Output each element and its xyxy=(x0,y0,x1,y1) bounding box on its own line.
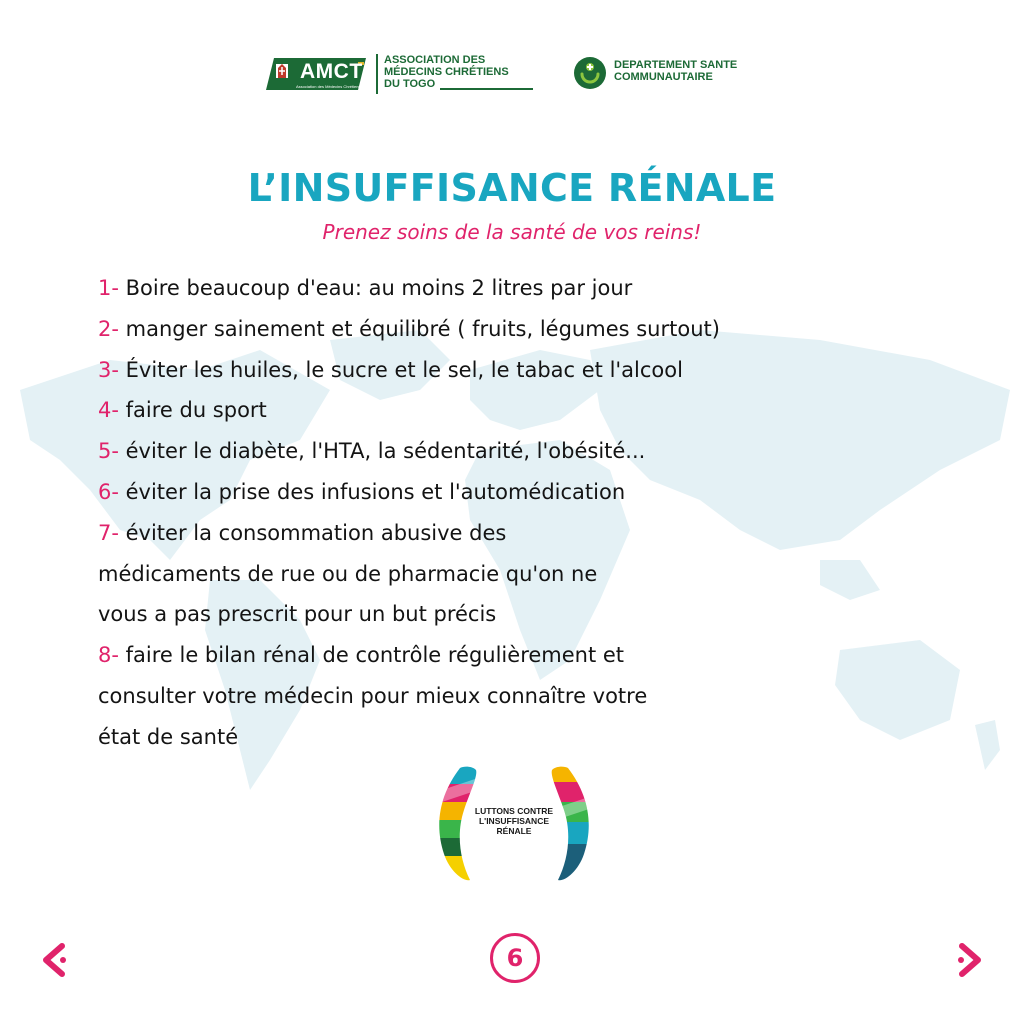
tip-text: faire le bilan rénal de contrôle régulièrement et xyxy=(118,643,625,668)
tip-continuation: état de santé xyxy=(98,724,239,749)
tip-item xyxy=(98,635,998,676)
tip-item xyxy=(98,268,998,309)
tip-item xyxy=(98,309,998,350)
tip-item xyxy=(98,513,998,554)
amct-logo-text: AMCT xyxy=(300,60,363,83)
amct-logo-subtext: Association des Médecins Chrétiens du Togo xyxy=(296,84,376,89)
tip-text: éviter la consommation abusive des xyxy=(118,520,507,545)
tip-number: 3- xyxy=(98,357,119,382)
community-health-icon xyxy=(573,56,607,90)
association-underline xyxy=(440,88,533,90)
tip-item xyxy=(98,390,998,431)
chevron-left-icon[interactable] xyxy=(36,940,76,980)
tip-continuation: médicaments de rue ou de pharmacie qu'on ne xyxy=(98,561,598,586)
department-name: DEPARTEMENT SANTE COMMUNAUTAIRE xyxy=(614,59,738,83)
header xyxy=(0,50,1024,100)
tips-list xyxy=(98,268,998,758)
tip-continuation: consulter votre médecin pour mieux connaître votre xyxy=(98,683,648,708)
tip-item xyxy=(98,472,998,513)
tip-number: 2- xyxy=(98,316,119,341)
tip-text: Boire beaucoup d'eau: au moins 2 litres par jour xyxy=(118,276,633,300)
tip-number: 8- xyxy=(98,643,119,668)
tip-text: Éviter les huiles, le sucre et le sel, le tabac et l'alcool xyxy=(118,357,683,382)
tip-text: éviter la prise des infusions et l'automédication xyxy=(118,479,626,504)
tip-continuation: vous a pas prescrit pour un but précis xyxy=(98,602,497,627)
tip-text: faire du sport xyxy=(118,398,267,423)
tip-text: manger sainement et équilibré ( fruits, légumes surtout) xyxy=(118,316,720,341)
tip-number: 6- xyxy=(98,479,119,504)
tip-item xyxy=(98,431,998,472)
page-title: L’INSUFFISANCE RÉNALE xyxy=(247,166,777,210)
tip-text: éviter le diabète, l'HTA, la sédentarité, l'obésité... xyxy=(118,439,646,464)
page-number-badge: 6 xyxy=(490,933,540,983)
tip-item xyxy=(98,350,998,391)
association-name: ASSOCIATION DES MÉDECINS CHRÉTIENS DU TOGO xyxy=(384,54,509,90)
chevron-right-icon[interactable] xyxy=(948,940,988,980)
tip-number: 4- xyxy=(98,398,119,423)
tip-number: 7- xyxy=(98,520,119,545)
header-divider xyxy=(376,54,378,94)
page-subtitle: Prenez soins de la santé de vos reins! xyxy=(322,220,702,244)
tip-number: 1- xyxy=(98,276,119,300)
tip-number: 5- xyxy=(98,439,119,464)
campaign-logo-text: LUTTONS CONTRE L'INSUFFISANCE RÉNALE xyxy=(474,806,554,836)
